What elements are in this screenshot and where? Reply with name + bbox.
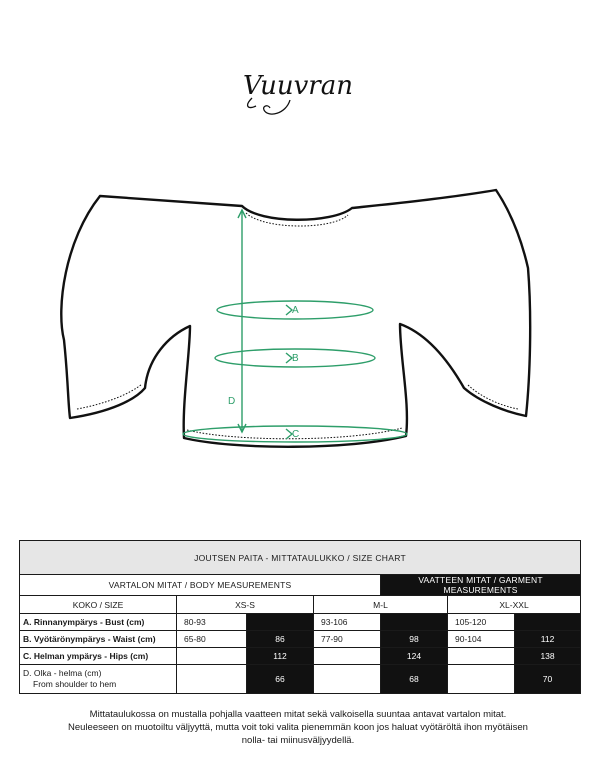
body-value [177,648,247,665]
garment-value: 112 [515,631,581,648]
size-chart-table [19,540,581,694]
label-c: C [292,429,300,440]
logo-text: Vuuvran [243,71,353,101]
garment-value [247,614,314,631]
measurement-guides [183,210,407,442]
chart-title-row [20,541,581,575]
table-row-hips [20,648,581,665]
body-value [448,665,515,694]
body-value: 90-104 [448,631,515,648]
footnote-line: Neuleeseen on muotoiltu väljyyttä, mutta voit toki valita pienemmän koon jos haluat vyötäröltä ihon myötäisen [68,722,528,733]
body-value [177,665,247,694]
brand-logo [238,66,358,130]
row-label [20,665,177,694]
body-measurements-header: VARTALON MITAT / BODY MEASUREMENTS [20,575,381,596]
row-label-primary: D. Olka - helma (cm) [23,668,102,678]
body-value [314,665,381,694]
table-row-shoulder-hem [20,665,581,694]
garment-value: 66 [247,665,314,694]
garment-value: 86 [247,631,314,648]
size-xs-s: XS-S [177,596,314,614]
body-value [314,648,381,665]
garment-value: 112 [247,648,314,665]
garment-diagram [50,178,550,478]
section-header-row [20,575,581,596]
row-label: A. Rinnanympärys - Bust (cm) [20,614,177,631]
body-value [448,648,515,665]
garment-measurements-header: VAATTEEN MITAT / GARMENT MEASUREMENTS [381,575,581,596]
garment-value [381,614,448,631]
footnote-line: nolla- tai miinusväljyydellä. [241,735,355,746]
size-header-row [20,596,581,614]
garment-value: 138 [515,648,581,665]
garment-value [515,614,581,631]
size-label: KOKO / SIZE [20,596,177,614]
garment-value: 124 [381,648,448,665]
label-d: D [228,396,236,407]
row-label: B. Vyötärönympärys - Waist (cm) [20,631,177,648]
body-value: 93-106 [314,614,381,631]
label-b: B [292,353,299,364]
row-label: C. Helman ympärys - Hips (cm) [20,648,177,665]
label-a: A [292,305,299,316]
footnote-line: Mittataulukossa on mustalla pohjalla vaatteen mitat sekä valkoisella suuntaa antavat vartalon mitat. [89,709,507,720]
garment-value: 98 [381,631,448,648]
garment-value: 68 [381,665,448,694]
body-value: 65-80 [177,631,247,648]
size-m-l: M-L [314,596,448,614]
body-value: 77-90 [314,631,381,648]
chart-title: JOUTSEN PAITA - MITTATAULUKKO / SIZE CHART [20,541,581,575]
footnote [30,708,566,747]
size-xl-xxl: XL-XXL [448,596,581,614]
body-value: 105-120 [448,614,515,631]
table-row-waist [20,631,581,648]
row-label-secondary: From shoulder to hem [33,679,117,689]
garment-value: 70 [515,665,581,694]
table-row-bust [20,614,581,631]
neckline-stitching [77,213,518,439]
body-value: 80-93 [177,614,247,631]
